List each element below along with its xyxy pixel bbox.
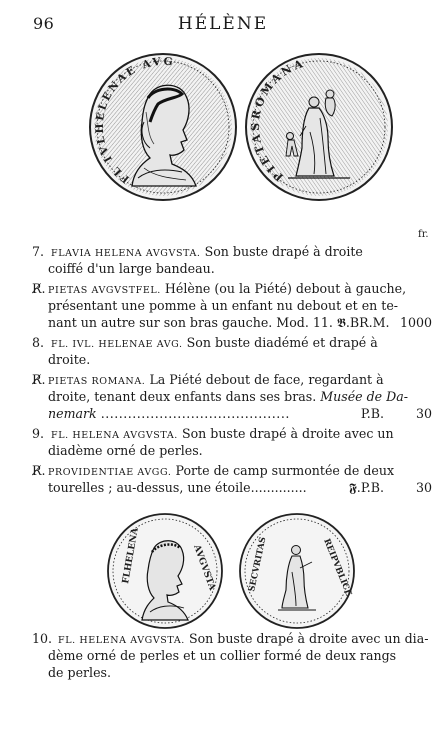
description: Hélène (ou la Piété) debout à gauche,: [164, 281, 407, 296]
entry-9: [32, 425, 432, 459]
coin-2-reverse-illustration: [244, 52, 394, 202]
obverse-legend: FLAVIA HELENA AVGVSTA.: [51, 248, 201, 259]
entry-number: 8.: [32, 335, 45, 350]
description: Son buste drapé à droite avec un: [181, 426, 394, 441]
obverse-legend: FL. IVL. HELENAE AVG.: [51, 339, 183, 350]
leader-dots: ..........................................: [100, 406, 290, 421]
entry-10: [32, 630, 432, 681]
reverse-legend: PIETAS AVGVSTFEL.: [48, 285, 161, 296]
svg-text:PIETASROMANA: PIETASROMANA: [248, 56, 308, 184]
description-line: droite, tenant deux enfants dans ses bras.: [48, 389, 317, 404]
entry-7-reverse: [32, 280, 432, 331]
collection-name: Musée de Da-: [320, 389, 408, 404]
description-line: présentant une pomme à un enfant nu debout et en te-: [48, 298, 399, 313]
svg-text:REIPVBLICE: REIPVBLICE: [321, 537, 354, 598]
description-line: droite.: [48, 352, 91, 367]
coin-4-reverse-illustration: [238, 512, 356, 630]
entry-8: [32, 334, 432, 368]
price-column-unit: fr.: [418, 229, 429, 240]
svg-text:FL IVLHELENAE AVG: FL IVLHELENAE AVG: [93, 55, 176, 186]
page-title: HÉLÈNE: [177, 14, 269, 34]
description-line: nant un autre sur son bras gauche. Mod. 11. 𝕭.BR.M.: [48, 315, 390, 330]
description: Porte de camp surmontée de deux: [175, 463, 395, 478]
reverse-symbol: R̸.: [32, 281, 46, 296]
coin-3-obverse-illustration: [106, 512, 224, 630]
rarity-code: 𝕱.P.B.: [349, 480, 384, 495]
description: Son buste diadémé et drapé à: [186, 335, 378, 350]
description: Son buste drapé à droite avec un dia-: [188, 631, 429, 646]
svg-text:AVGVSTA: AVGVSTA: [191, 543, 217, 592]
reverse-symbol: R̸.: [32, 372, 46, 387]
svg-text:SECVRITAS: SECVRITAS: [247, 536, 269, 593]
entry-9-reverse: [32, 462, 432, 496]
collection-name-cont: nemark: [48, 406, 97, 421]
reverse-legend: PIETAS ROMANA.: [48, 376, 146, 387]
price: 1000: [399, 315, 432, 330]
description-line: coiffé d'un large bandeau.: [48, 261, 215, 276]
entry-8-reverse: [32, 371, 432, 422]
entry-7: [32, 243, 432, 277]
entry-number: 10.: [32, 631, 53, 646]
coin-1-obverse-illustration: [88, 52, 238, 202]
price: 30: [415, 406, 432, 421]
description-line: dème orné de perles et un collier formé de deux rangs: [48, 648, 397, 663]
rarity-code: P.B.: [358, 405, 384, 422]
reverse-symbol: R̸.: [32, 463, 46, 478]
price: 30: [415, 480, 432, 495]
description-line: diadème orné de perles.: [48, 443, 203, 458]
entry-number: 7.: [32, 244, 45, 259]
svg-text:FLHELENA: FLHELENA: [121, 527, 141, 585]
description: La Piété debout de face, regardant à: [149, 372, 384, 387]
obverse-legend: FL. HELENA AVGVSTA.: [51, 430, 178, 441]
description: Son buste drapé à droite: [204, 244, 363, 259]
obverse-legend: FL. HELENA AVGVSTA.: [58, 635, 185, 646]
reverse-legend: PROVIDENTIAE AVGG.: [48, 467, 172, 478]
description-line: de perles.: [48, 665, 111, 680]
page-number: 96: [33, 14, 55, 33]
entry-number: 9.: [32, 426, 45, 441]
description-line: tourelles ; au-dessus, une étoile..............: [48, 480, 307, 495]
